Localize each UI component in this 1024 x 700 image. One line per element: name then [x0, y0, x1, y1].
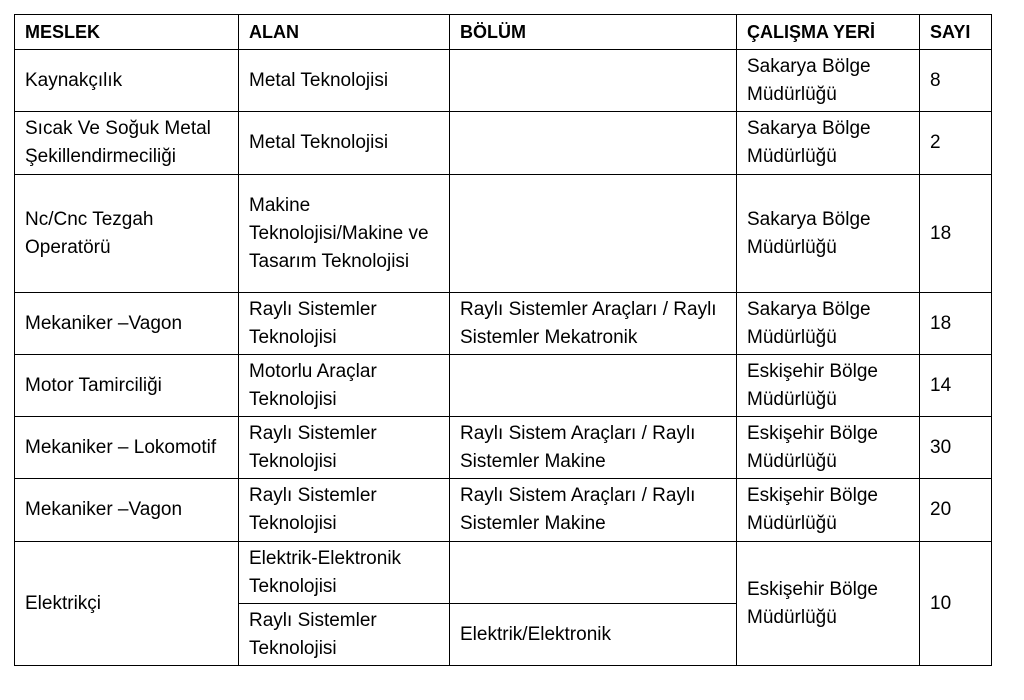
header-bolum: BÖLÜM	[450, 15, 737, 50]
cell-bolum: Raylı Sistem Araçları / Raylı Sistemler Makine	[450, 417, 737, 479]
table-row	[15, 479, 992, 542]
cell-calisma-yeri: Sakarya Bölge Müdürlüğü	[737, 293, 920, 355]
header-calisma-yeri: ÇALIŞMA YERİ	[737, 15, 920, 50]
table-row	[15, 417, 992, 479]
table-row	[15, 355, 992, 417]
cell-sayi: 10	[920, 542, 992, 666]
table-row	[15, 175, 992, 293]
cell-alan: Raylı Sistemler Teknolojisi	[239, 479, 450, 542]
cell-meslek: Elektrikçi	[15, 542, 239, 666]
cell-calisma-yeri: Eskişehir Bölge Müdürlüğü	[737, 542, 920, 666]
cell-sayi: 8	[920, 50, 992, 112]
cell-sayi: 20	[920, 479, 992, 542]
cell-bolum: Raylı Sistemler Araçları / Raylı Sistemler Mekatronik	[450, 293, 737, 355]
cell-bolum	[450, 175, 737, 293]
table-row	[15, 112, 992, 175]
cell-sayi: 18	[920, 175, 992, 293]
cell-meslek: Mekaniker – Lokomotif	[15, 417, 239, 479]
header-meslek: MESLEK	[15, 15, 239, 50]
cell-calisma-yeri: Sakarya Bölge Müdürlüğü	[737, 112, 920, 175]
cell-alan: Raylı Sistemler Teknolojisi	[239, 604, 450, 666]
table-row	[15, 542, 992, 604]
cell-alan: Motorlu Araçlar Teknolojisi	[239, 355, 450, 417]
header-alan: ALAN	[239, 15, 450, 50]
cell-calisma-yeri: Eskişehir Bölge Müdürlüğü	[737, 479, 920, 542]
cell-calisma-yeri: Eskişehir Bölge Müdürlüğü	[737, 355, 920, 417]
cell-calisma-yeri: Eskişehir Bölge Müdürlüğü	[737, 417, 920, 479]
cell-bolum	[450, 112, 737, 175]
header-sayi: SAYI	[920, 15, 992, 50]
cell-bolum: Elektrik/Elektronik	[450, 604, 737, 666]
cell-meslek: Motor Tamirciliği	[15, 355, 239, 417]
cell-meslek: Kaynakçılık	[15, 50, 239, 112]
cell-sayi: 18	[920, 293, 992, 355]
cell-bolum	[450, 542, 737, 604]
cell-sayi: 14	[920, 355, 992, 417]
cell-calisma-yeri: Sakarya Bölge Müdürlüğü	[737, 50, 920, 112]
cell-calisma-yeri: Sakarya Bölge Müdürlüğü	[737, 175, 920, 293]
cell-meslek: Mekaniker –Vagon	[15, 293, 239, 355]
cell-alan: Makine Teknolojisi/Makine ve Tasarım Teknolojisi	[239, 175, 450, 293]
cell-bolum: Raylı Sistem Araçları / Raylı Sistemler Makine	[450, 479, 737, 542]
table-row	[15, 293, 992, 355]
job-table	[14, 14, 992, 666]
cell-alan: Elektrik-Elektronik Teknolojisi	[239, 542, 450, 604]
table-row	[15, 50, 992, 112]
header-row	[15, 15, 992, 50]
cell-sayi: 2	[920, 112, 992, 175]
cell-alan: Metal Teknolojisi	[239, 112, 450, 175]
cell-meslek: Sıcak Ve Soğuk Metal Şekillendirmeciliği	[15, 112, 239, 175]
cell-sayi: 30	[920, 417, 992, 479]
cell-meslek: Nc/Cnc Tezgah Operatörü	[15, 175, 239, 293]
cell-alan: Raylı Sistemler Teknolojisi	[239, 417, 450, 479]
cell-meslek: Mekaniker –Vagon	[15, 479, 239, 542]
cell-bolum	[450, 355, 737, 417]
cell-alan: Metal Teknolojisi	[239, 50, 450, 112]
cell-alan: Raylı Sistemler Teknolojisi	[239, 293, 450, 355]
cell-bolum	[450, 50, 737, 112]
